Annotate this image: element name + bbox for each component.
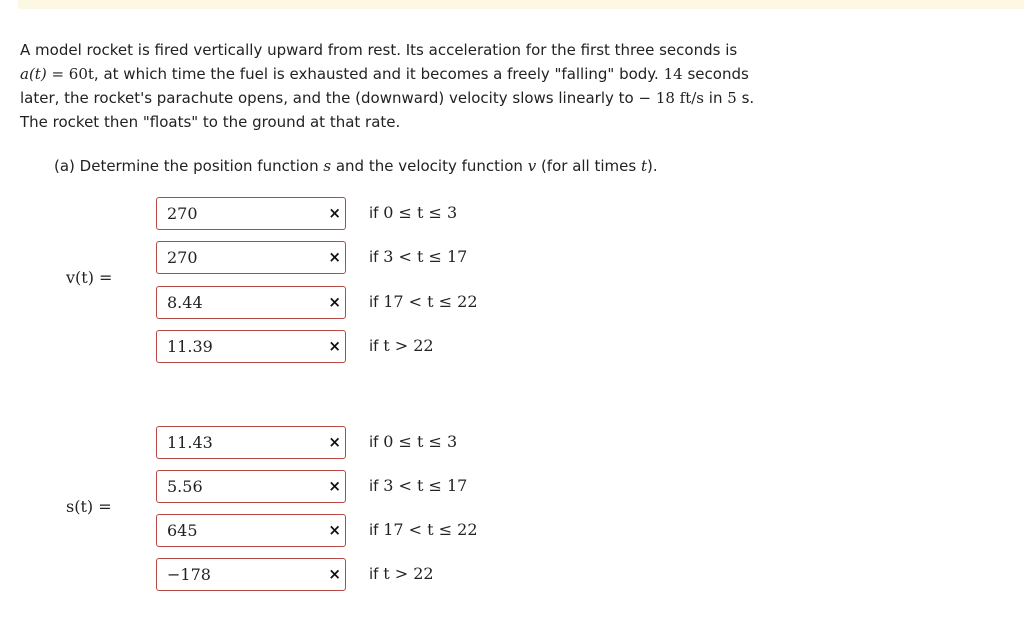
v-variable: v (527, 157, 537, 175)
if-word: if (369, 521, 379, 539)
in-word: in (708, 89, 723, 107)
position-condition-1 (369, 432, 457, 451)
incorrect-x-icon: × (328, 293, 341, 311)
problem-line-3 (20, 86, 820, 110)
position-label: s(t) = (66, 497, 112, 516)
velocity-condition-4 (369, 336, 434, 355)
condition-expr: t > 22 (383, 564, 434, 583)
position-condition-3 (369, 520, 478, 539)
part-a-start: (a) Determine the position function (54, 157, 319, 175)
velocity-answer-box-4 (156, 330, 346, 363)
incorrect-x-icon: × (328, 204, 341, 222)
if-word: if (369, 337, 379, 355)
if-word: if (369, 204, 379, 222)
position-answer-box-4 (156, 558, 346, 591)
problem-line-2-end: seconds (687, 65, 749, 83)
t-variable: t (640, 157, 648, 175)
if-word: if (369, 293, 379, 311)
position-input-1[interactable] (157, 427, 337, 458)
problem-line-1: A model rocket is fired vertically upward from rest. Its acceleration for the first three seconds is (20, 41, 738, 59)
condition-expr: 17 < t ≤ 22 (383, 292, 478, 311)
position-input-4[interactable] (157, 559, 337, 590)
velocity-condition-3 (369, 292, 478, 311)
slow-time-unit: s. (741, 89, 755, 107)
part-a-mid: and the velocity function (335, 157, 523, 175)
velocity-input-4[interactable] (157, 331, 337, 362)
s-variable: s (323, 157, 332, 175)
part-a-end-pre: (for all times (540, 157, 637, 175)
velocity-condition-2 (369, 247, 467, 266)
velocity-input-3[interactable] (157, 287, 337, 318)
if-word: if (369, 433, 379, 451)
velocity-input-1[interactable] (157, 198, 337, 229)
problem-line-3-text: later, the rocket's parachute opens, and the (downward) velocity slows linearly to (20, 89, 634, 107)
part-a-prompt (54, 154, 658, 178)
position-answer-box-2 (156, 470, 346, 503)
problem-line-4: The rocket then "floats" to the ground at that rate. (20, 113, 401, 131)
position-input-3[interactable] (157, 515, 337, 546)
incorrect-x-icon: × (328, 337, 341, 355)
condition-expr: 0 ≤ t ≤ 3 (383, 203, 458, 222)
accel-rhs: = 60t (51, 65, 94, 83)
condition-expr: 3 < t ≤ 17 (383, 247, 468, 266)
condition-expr: 17 < t ≤ 22 (383, 520, 478, 539)
if-word: if (369, 565, 379, 583)
condition-expr: 0 ≤ t ≤ 3 (383, 432, 458, 451)
if-word: if (369, 477, 379, 495)
incorrect-x-icon: × (328, 521, 341, 539)
problem-line-2-text: , at which time the fuel is exhausted and it becomes a freely "falling" body. (93, 65, 659, 83)
velocity-condition-1 (369, 203, 457, 222)
condition-expr: 3 < t ≤ 17 (383, 476, 468, 495)
final-velocity: − 18 ft/s (638, 89, 705, 107)
velocity-answer-box-3 (156, 286, 346, 319)
position-condition-2 (369, 476, 467, 495)
incorrect-x-icon: × (328, 565, 341, 583)
problem-line-2 (20, 62, 820, 86)
position-answer-box-1 (156, 426, 346, 459)
position-input-2[interactable] (157, 471, 337, 502)
incorrect-x-icon: × (328, 248, 341, 266)
problem-statement (20, 38, 820, 134)
accel-lhs: a(t) (20, 65, 47, 83)
velocity-answer-box-1 (156, 197, 346, 230)
seconds-number: 14 (663, 65, 683, 83)
top-bar (18, 0, 1024, 9)
if-word: if (369, 248, 379, 266)
velocity-label: v(t) = (66, 268, 113, 287)
position-answer-box-3 (156, 514, 346, 547)
velocity-answer-box-2 (156, 241, 346, 274)
incorrect-x-icon: × (328, 477, 341, 495)
position-condition-4 (369, 564, 434, 583)
part-a-end-post: ). (647, 157, 658, 175)
condition-expr: t > 22 (383, 336, 434, 355)
velocity-input-2[interactable] (157, 242, 337, 273)
incorrect-x-icon: × (328, 433, 341, 451)
slow-time: 5 (727, 89, 737, 107)
